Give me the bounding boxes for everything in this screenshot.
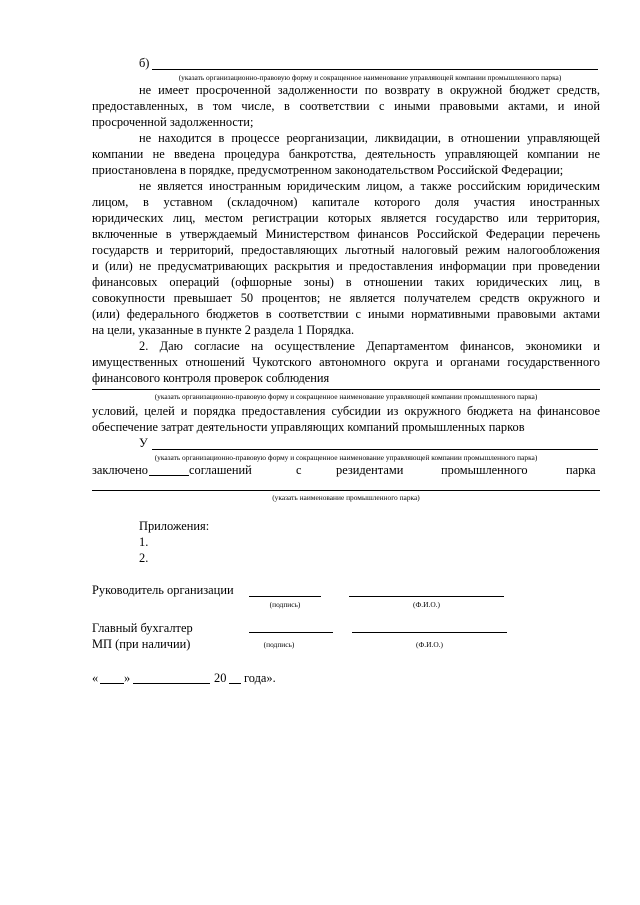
concluded-word-1: заключено (92, 463, 148, 477)
park-name-hint: (указать наименование промышленного парка) (272, 493, 420, 502)
org-name-line[interactable] (152, 69, 598, 70)
u-org-line[interactable] (152, 449, 598, 450)
accountant-name-hint: (Ф.И.О.) (416, 640, 443, 649)
concluded-word-2: соглашений (189, 463, 252, 477)
accountant-sign-hint: (подпись) (263, 640, 295, 649)
item3-line-1: не является иностранным юридическим лицом, а также российским юридическим (139, 179, 600, 193)
head-sign-hint: (подпись) (269, 600, 301, 609)
concluded-word-4: резидентами (336, 463, 404, 477)
head-name-line[interactable] (349, 596, 504, 597)
appendix-title: Приложения: (139, 519, 210, 533)
date-year-line[interactable] (229, 683, 241, 684)
org-name-hint: (указать организационно-правовую форму и сокращенное наименование управляющей компании промышленного парка) (178, 73, 562, 82)
concluded-word-3: с (296, 463, 302, 477)
item1-line-2: предоставленных, в том числе, в соответствии с иными правовыми актами, и иной (92, 99, 600, 113)
park-name-line[interactable] (92, 490, 600, 491)
item3-line-2: лицом, в уставном (складочном) капитале которого доля участия иностранных (92, 195, 600, 209)
header-prefix: б) (139, 56, 150, 70)
head-sign-line[interactable] (249, 596, 321, 597)
item3-line-4: включенные в утверждаемый Министерством финансов Российской Федерации перечень (92, 227, 600, 241)
appendix-item-2: 2. (139, 551, 149, 565)
consent-org-hint: (указать организационно-правовую форму и сокращенное наименование управляющей компании промышленного парка) (154, 392, 538, 401)
item3-line-3: юридических лиц, местом регистрации которых является государство или территория, (92, 211, 600, 225)
u-prefix: У (139, 436, 148, 450)
accountant-name-line[interactable] (352, 632, 507, 633)
item3-line-9: (или) федерального бюджетов в соответствии с иными нормативными правовыми актами (92, 307, 600, 321)
concluded-word-6: парка (566, 463, 596, 477)
item1-line-1: не имеет просроченной задолженности по возврату в окружной бюджет средств, (139, 83, 600, 97)
consent-line-1: 2. Даю согласие на осуществление Департаментом финансов, экономики и (139, 339, 600, 353)
date-open-quote: « (92, 671, 99, 685)
appendix-item-1: 1. (139, 535, 149, 549)
concluded-word-5: промышленного (441, 463, 528, 477)
item3-line-6: и (или) не предусматривающих раскрытия и предоставления информации при проведении (92, 259, 600, 273)
item2-line-2: компании не введена процедура банкротства, деятельность управляющей компании не (92, 147, 600, 161)
item3-line-7: финансовых операций (офшорные зоны) в отношении таких юридических лиц, в (92, 275, 600, 289)
head-name-hint: (Ф.И.О.) (413, 600, 440, 609)
item2-line-3: приостановлена в порядке, предусмотренном законодательством Российской Федерации; (92, 163, 564, 177)
item2-line-1: не находится в процессе реорганизации, ликвидации, в отношении управляющей (139, 131, 600, 145)
conditions-line-1: условий, целей и порядка предоставления субсидии из окружного бюджета на финансовое (92, 404, 600, 418)
u-org-hint: (указать организационно-правовую форму и сокращенное наименование управляющей компании промышленного парка) (154, 453, 538, 462)
conditions-line-2: обеспечение затрат деятельности управляющих компаний промышленных парков (92, 420, 525, 434)
accountant-label: Главный бухгалтер (92, 621, 193, 635)
agreements-count-line[interactable] (149, 475, 189, 476)
date-day-line[interactable] (100, 683, 124, 684)
consent-org-line[interactable] (92, 389, 600, 390)
stamp-label: МП (при наличии) (92, 637, 191, 651)
item3-line-5: государств и территорий, предоставляющих льготный налоговый режим налогообложения (92, 243, 600, 257)
date-year-prefix: 20 (214, 671, 227, 685)
item3-line-10: на цели, указанные в пункте 2 раздела 1 Порядка. (92, 323, 355, 337)
item1-line-3: просроченной задолженности; (92, 115, 254, 129)
head-label: Руководитель организации (92, 583, 234, 597)
date-month-line[interactable] (133, 683, 210, 684)
consent-line-2: имущественных отношений Чукотского автономного округа и органами государственного (92, 355, 600, 369)
accountant-sign-line[interactable] (249, 632, 333, 633)
consent-line-3: финансового контроля проверок соблюдения (92, 371, 330, 385)
date-close-quote: » (124, 671, 131, 685)
item3-line-8: совокупности превышает 50 процентов; не является получателем средств окружного и (92, 291, 600, 305)
date-year-suffix: года». (244, 671, 276, 685)
